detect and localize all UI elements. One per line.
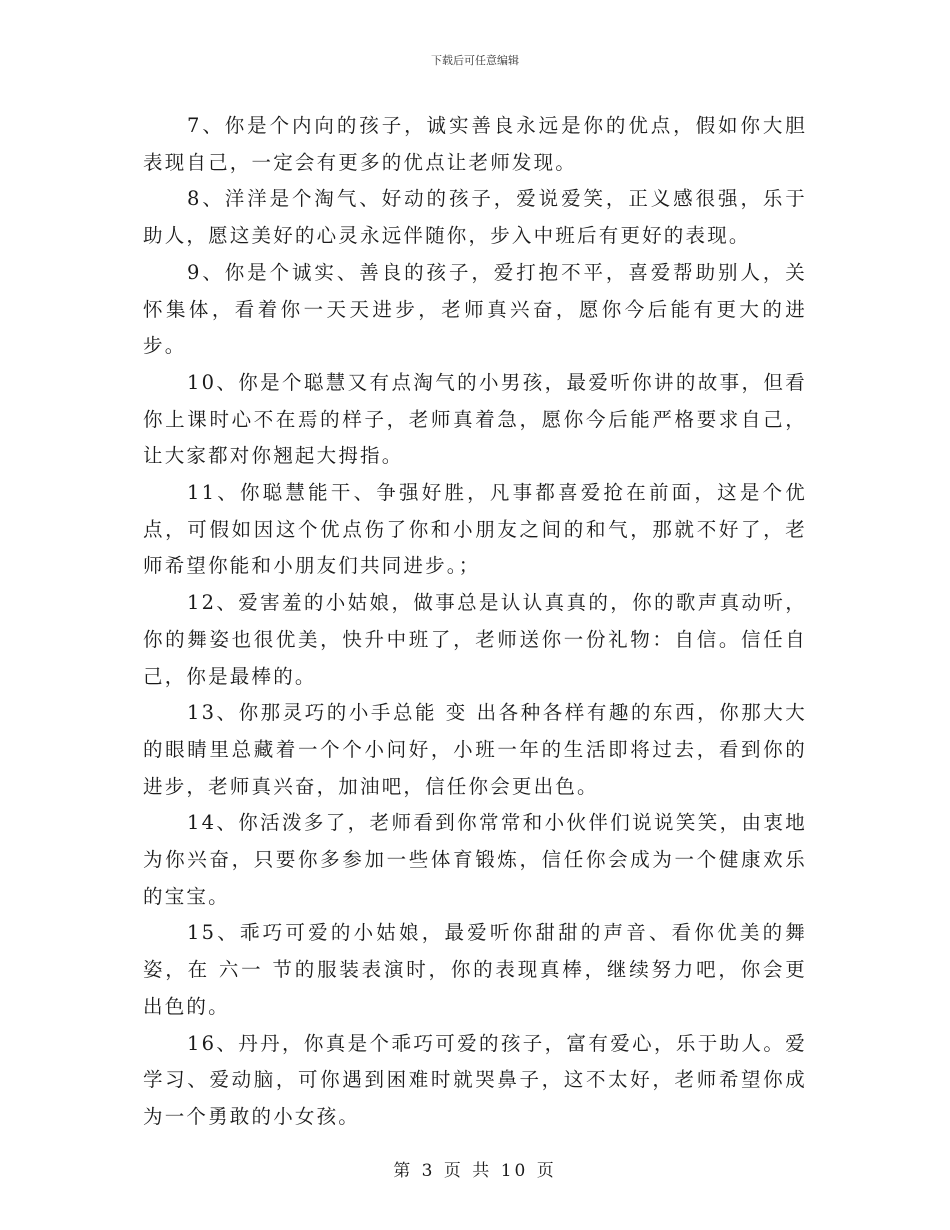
paragraph-10: 10、你是个聪慧又有点淘气的小男孩，最爱听你讲的故事，但看你上课时心不在焉的样子，老师真着急，愿你今后能严格要求自己，让大家都对你翘起大拇指。 <box>143 370 807 468</box>
document-body <box>143 108 807 1136</box>
page-number: 第 3 页 共 10 页 <box>393 1161 557 1181</box>
paragraph-9: 9、你是个诚实、善良的孩子，爱打抱不平，喜爱帮助别人，关怀集体，看着你一天天进步，老师真兴奋，愿你今后能有更大的进步。 <box>143 260 807 358</box>
paragraph-12: 12、爱害羞的小姑娘，做事总是认认真真的，你的歌声真动听，你的舞姿也很优美，快升中班了，老师送你一份礼物：自信。信任自己，你是最棒的。 <box>143 591 807 688</box>
paragraph-8: 8、洋洋是个淘气、好动的孩子，爱说爱笑，正义感很强，乐于助人，愿这美好的心灵永远伴随你，步入中班后有更好的表现。 <box>143 187 807 248</box>
paragraph-13: 13、你那灵巧的小手总能 变 出各种各样有趣的东西，你那大大的眼睛里总藏着一个个小问好，小班一年的生活即将过去，看到你的进步，老师真兴奋，加油吧，信任你会更出色。 <box>143 701 807 798</box>
paragraph-14: 14、你活泼多了，老师看到你常常和小伙伴们说说笑笑，由衷地为你兴奋，只要你多参加一些体育锻炼，信任你会成为一个健康欢乐的宝宝。 <box>143 811 807 908</box>
paragraph-11: 11、你聪慧能干、争强好胜，凡事都喜爱抢在前面，这是个优点，可假如因这个优点伤了你和小朋友之间的和气，那就不好了，老师希望你能和小朋友们共同进步。； <box>143 481 807 578</box>
paragraph-16: 16、丹丹，你真是个乖巧可爱的孩子，富有爱心，乐于助人。爱学习、爱动脑，可你遇到困难时就哭鼻子，这不太好，老师希望你成为一个勇敢的小女孩。 <box>143 1031 807 1128</box>
page-header: 下载后可任意编辑 <box>431 54 519 67</box>
paragraph-15: 15、乖巧可爱的小姑娘，最爱听你甜甜的声音、看你优美的舞姿，在 六一 节的服装表演时，你的表现真棒，继续努力吧，你会更出色的。 <box>143 921 807 1018</box>
paragraph-7: 7、你是个内向的孩子，诚实善良永远是你的优点，假如你大胆表现自己，一定会有更多的优点让老师发现。 <box>143 114 807 174</box>
